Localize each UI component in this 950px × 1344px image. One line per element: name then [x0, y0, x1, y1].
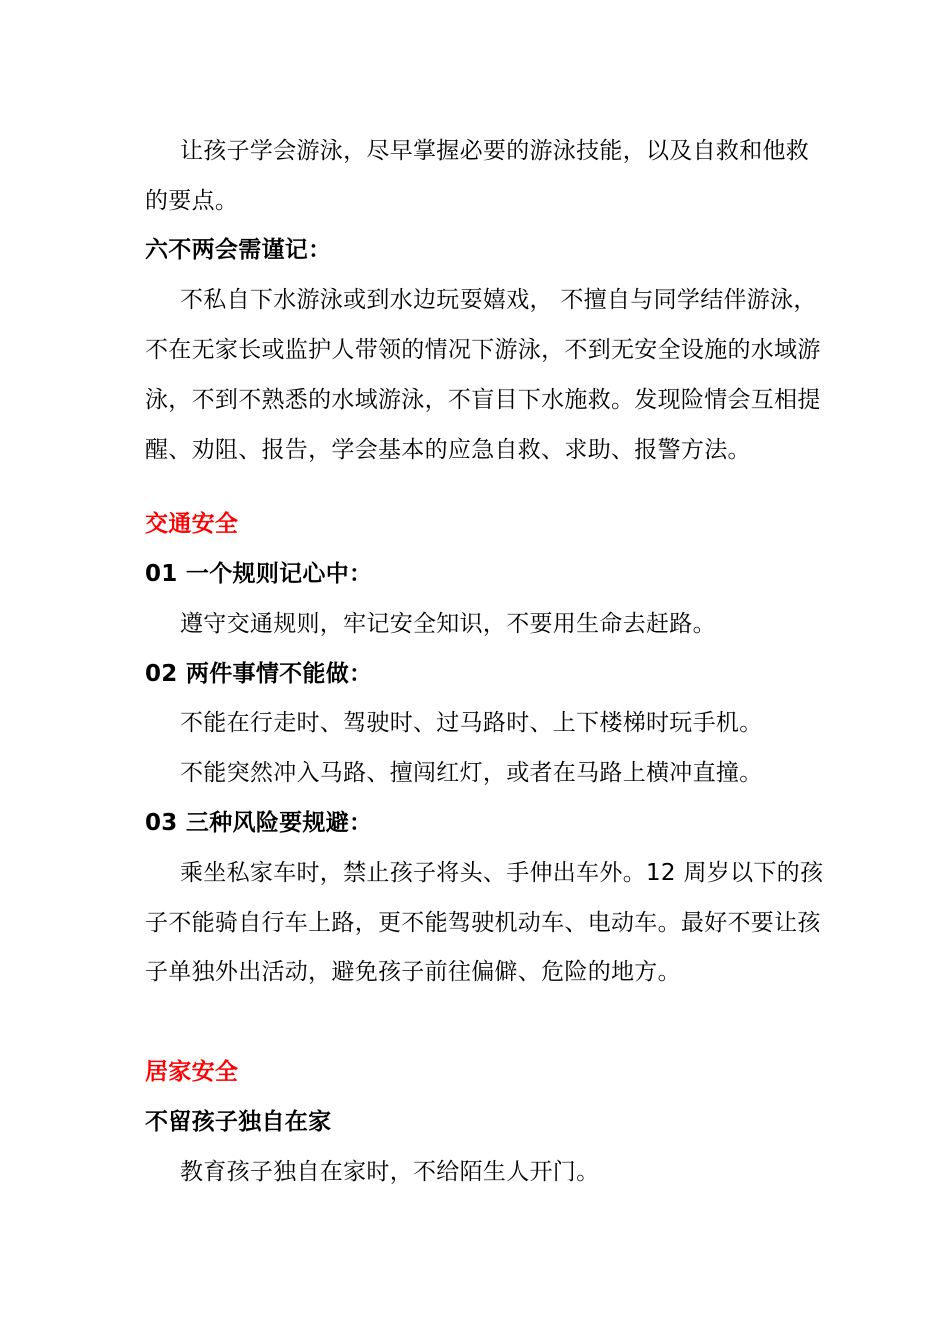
traffic-rule-3-heading: 03 三种风险要规避：: [145, 810, 373, 836]
swim-body-line-1: 不私自下水游泳或到水边玩耍嬉戏， 不擅自与同学结伴游泳，: [180, 287, 817, 313]
home-section-title: 居家安全: [145, 1059, 239, 1085]
swim-intro-line-1: 让孩子学会游泳，尽早掌握必要的游泳技能，以及自救和他救: [180, 138, 810, 164]
swim-body-line-2: 不在无家长或监护人带领的情况下游泳，不到无安全设施的水域游: [145, 337, 821, 363]
traffic-rule-3-line-3: 子单独外出活动，避免孩子前往偏僻、危险的地方。: [145, 959, 681, 985]
traffic-rule-2-heading: 02 两件事情不能做：: [145, 661, 373, 687]
traffic-rule-1-text: 遵守交通规则，牢记安全知识，不要用生命去赶路。: [180, 611, 716, 637]
swim-heading: 六不两会需谨记：: [145, 237, 332, 263]
swim-body-line-4: 醒、劝阻、报告，学会基本的应急自救、求助、报警方法。: [145, 437, 751, 463]
traffic-rule-2-text-1: 不能在行走时、驾驶时、过马路时、上下楼梯时玩手机。: [180, 710, 763, 736]
traffic-rule-1-heading: 01 一个规则记心中：: [145, 561, 373, 587]
traffic-rule-3-line-2: 子不能骑自行车上路，更不能驾驶机动车、电动车。最好不要让孩: [145, 910, 821, 936]
swim-intro-line-2: 的要点。: [145, 188, 239, 214]
traffic-rule-3-line-1: 乘坐私家车时，禁止孩子将头、手伸出车外。12 周岁以下的孩: [180, 860, 824, 886]
home-heading: 不留孩子独自在家: [145, 1109, 332, 1135]
traffic-rule-2-text-2: 不能突然冲入马路、擅闯红灯，或者在马路上横冲直撞。: [180, 760, 763, 786]
home-text: 教育孩子独自在家时，不给陌生人开门。: [180, 1159, 600, 1185]
swim-body-line-3: 泳，不到不熟悉的水域游泳，不盲目下水施救。发现险情会互相提: [145, 387, 821, 413]
traffic-section-title: 交通安全: [145, 511, 239, 537]
